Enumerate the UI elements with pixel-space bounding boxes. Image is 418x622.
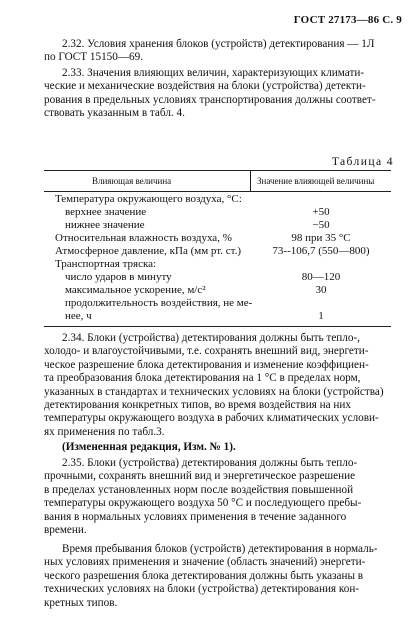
text-line: времени. [44,524,87,537]
text-line: детектирования конкретных типов, во время воздействия на них [44,399,351,412]
table-top-rule [44,170,391,171]
text-line: 2.33. Значения влияющих величин, характеризующих климати- [62,67,365,79]
paragraph-2-35 [44,457,389,537]
table-row-label: максимальное ускорение, м/с² [65,284,206,296]
table-header-divider [250,170,251,191]
text-line: технических условиях на блоки (устройства) детектирования кон- [44,583,360,596]
text-line: ческое разрешение блока детектирования и изменение коэффициен- [44,358,369,371]
table-row-label: Транспортная тряска: [55,258,157,270]
paragraph-2-33 [44,67,389,121]
text-line: та преобразования блока детектирования на 1 °С в пределах норм, [44,372,361,385]
table-row-value: 30 [315,284,327,296]
text-line: ных условиях применения и значение (область значений) энергети- [44,556,366,569]
table-title: Таблица 4 [331,155,394,168]
table-bottom-rule [44,326,391,327]
text-line: температуры окружающего воздуха 50 °С и последующего пребы- [44,497,362,510]
table-row-value: 1 [318,310,324,322]
table-row-value: −50 [312,219,330,231]
table-header-rule [44,191,391,192]
text-line: кретных типов. [44,596,118,609]
paragraph-residence-time [44,543,389,610]
table-row-value: 80—120 [301,271,341,283]
table-row-label: Температура окружающего воздуха, °С: [55,193,242,205]
table-row-label: нее, ч [65,310,92,322]
text-line: холодо- и влагоустойчивыми, т.е. сохранять внешний вид, энергети- [44,345,369,358]
text-line: прочными, сохранять внешний вид и энергетическое разрешение [44,470,356,483]
table-row-label: число ударов в минуту [65,271,172,283]
table-row-value: +50 [312,206,330,218]
table-row-value: 73--106,7 (550—800) [272,245,370,257]
table-col1-header: Влияющая величина [92,176,172,186]
table-row-label: Относительная влажность воздуха, % [55,232,232,244]
text-line: по ГОСТ 15150—69. [44,51,144,64]
text-line: ческого разрешения блока детектирования должны быть указаны в [44,569,364,582]
table-col2-header: Значение влияющей величины [257,176,375,186]
text-line: 2.34. Блоки (устройства) детектирования должны быть тепло-, [62,332,360,344]
text-line: рования в предельных условиях транспортирования должны соответ- [44,93,376,106]
paragraph-2-34 [44,332,389,439]
amendment-note: (Измененная редакция, Изм. № 1). [62,441,236,453]
text-line: Время пребывания блоков (устройств) детектирования в нормаль- [62,543,378,555]
text-line: указанных в стандартах и технических условиях на блоки (устройства) [44,385,384,398]
text-line: вания в нормальных условиях применения в течение заданного [44,510,347,523]
table-row-label: верхнее значение [65,206,147,218]
text-line: ческие и механические воздействия на блоки (устройства) детекти- [44,80,366,93]
text-line: 2.35. Блоки (устройства) детектирования должны быть тепло- [62,457,358,469]
text-line: в пределах установленных норм после воздействия повышенной [44,483,354,496]
text-line: ствовать указанным в табл. 4. [44,107,185,120]
text-line: ях применения по табл.3. [44,425,165,438]
table-row-label: Атмосферное давление, кПа (мм рт. ст.) [55,245,242,257]
table-row-label: нижнее значение [65,219,145,231]
paragraph-2-32 [44,38,389,65]
page-header: ГОСТ 27173—86 С. 9 [293,14,402,26]
table-row-label: продолжительность воздействия, не ме- [65,297,253,309]
text-line: 2.32. Условия хранения блоков (устройств) детектирования — 1Л [62,38,375,50]
table-row-value: 98 при 35 °С [291,232,351,244]
text-line: температуры окружающего воздуха в рабочих климатических услови- [44,412,379,425]
